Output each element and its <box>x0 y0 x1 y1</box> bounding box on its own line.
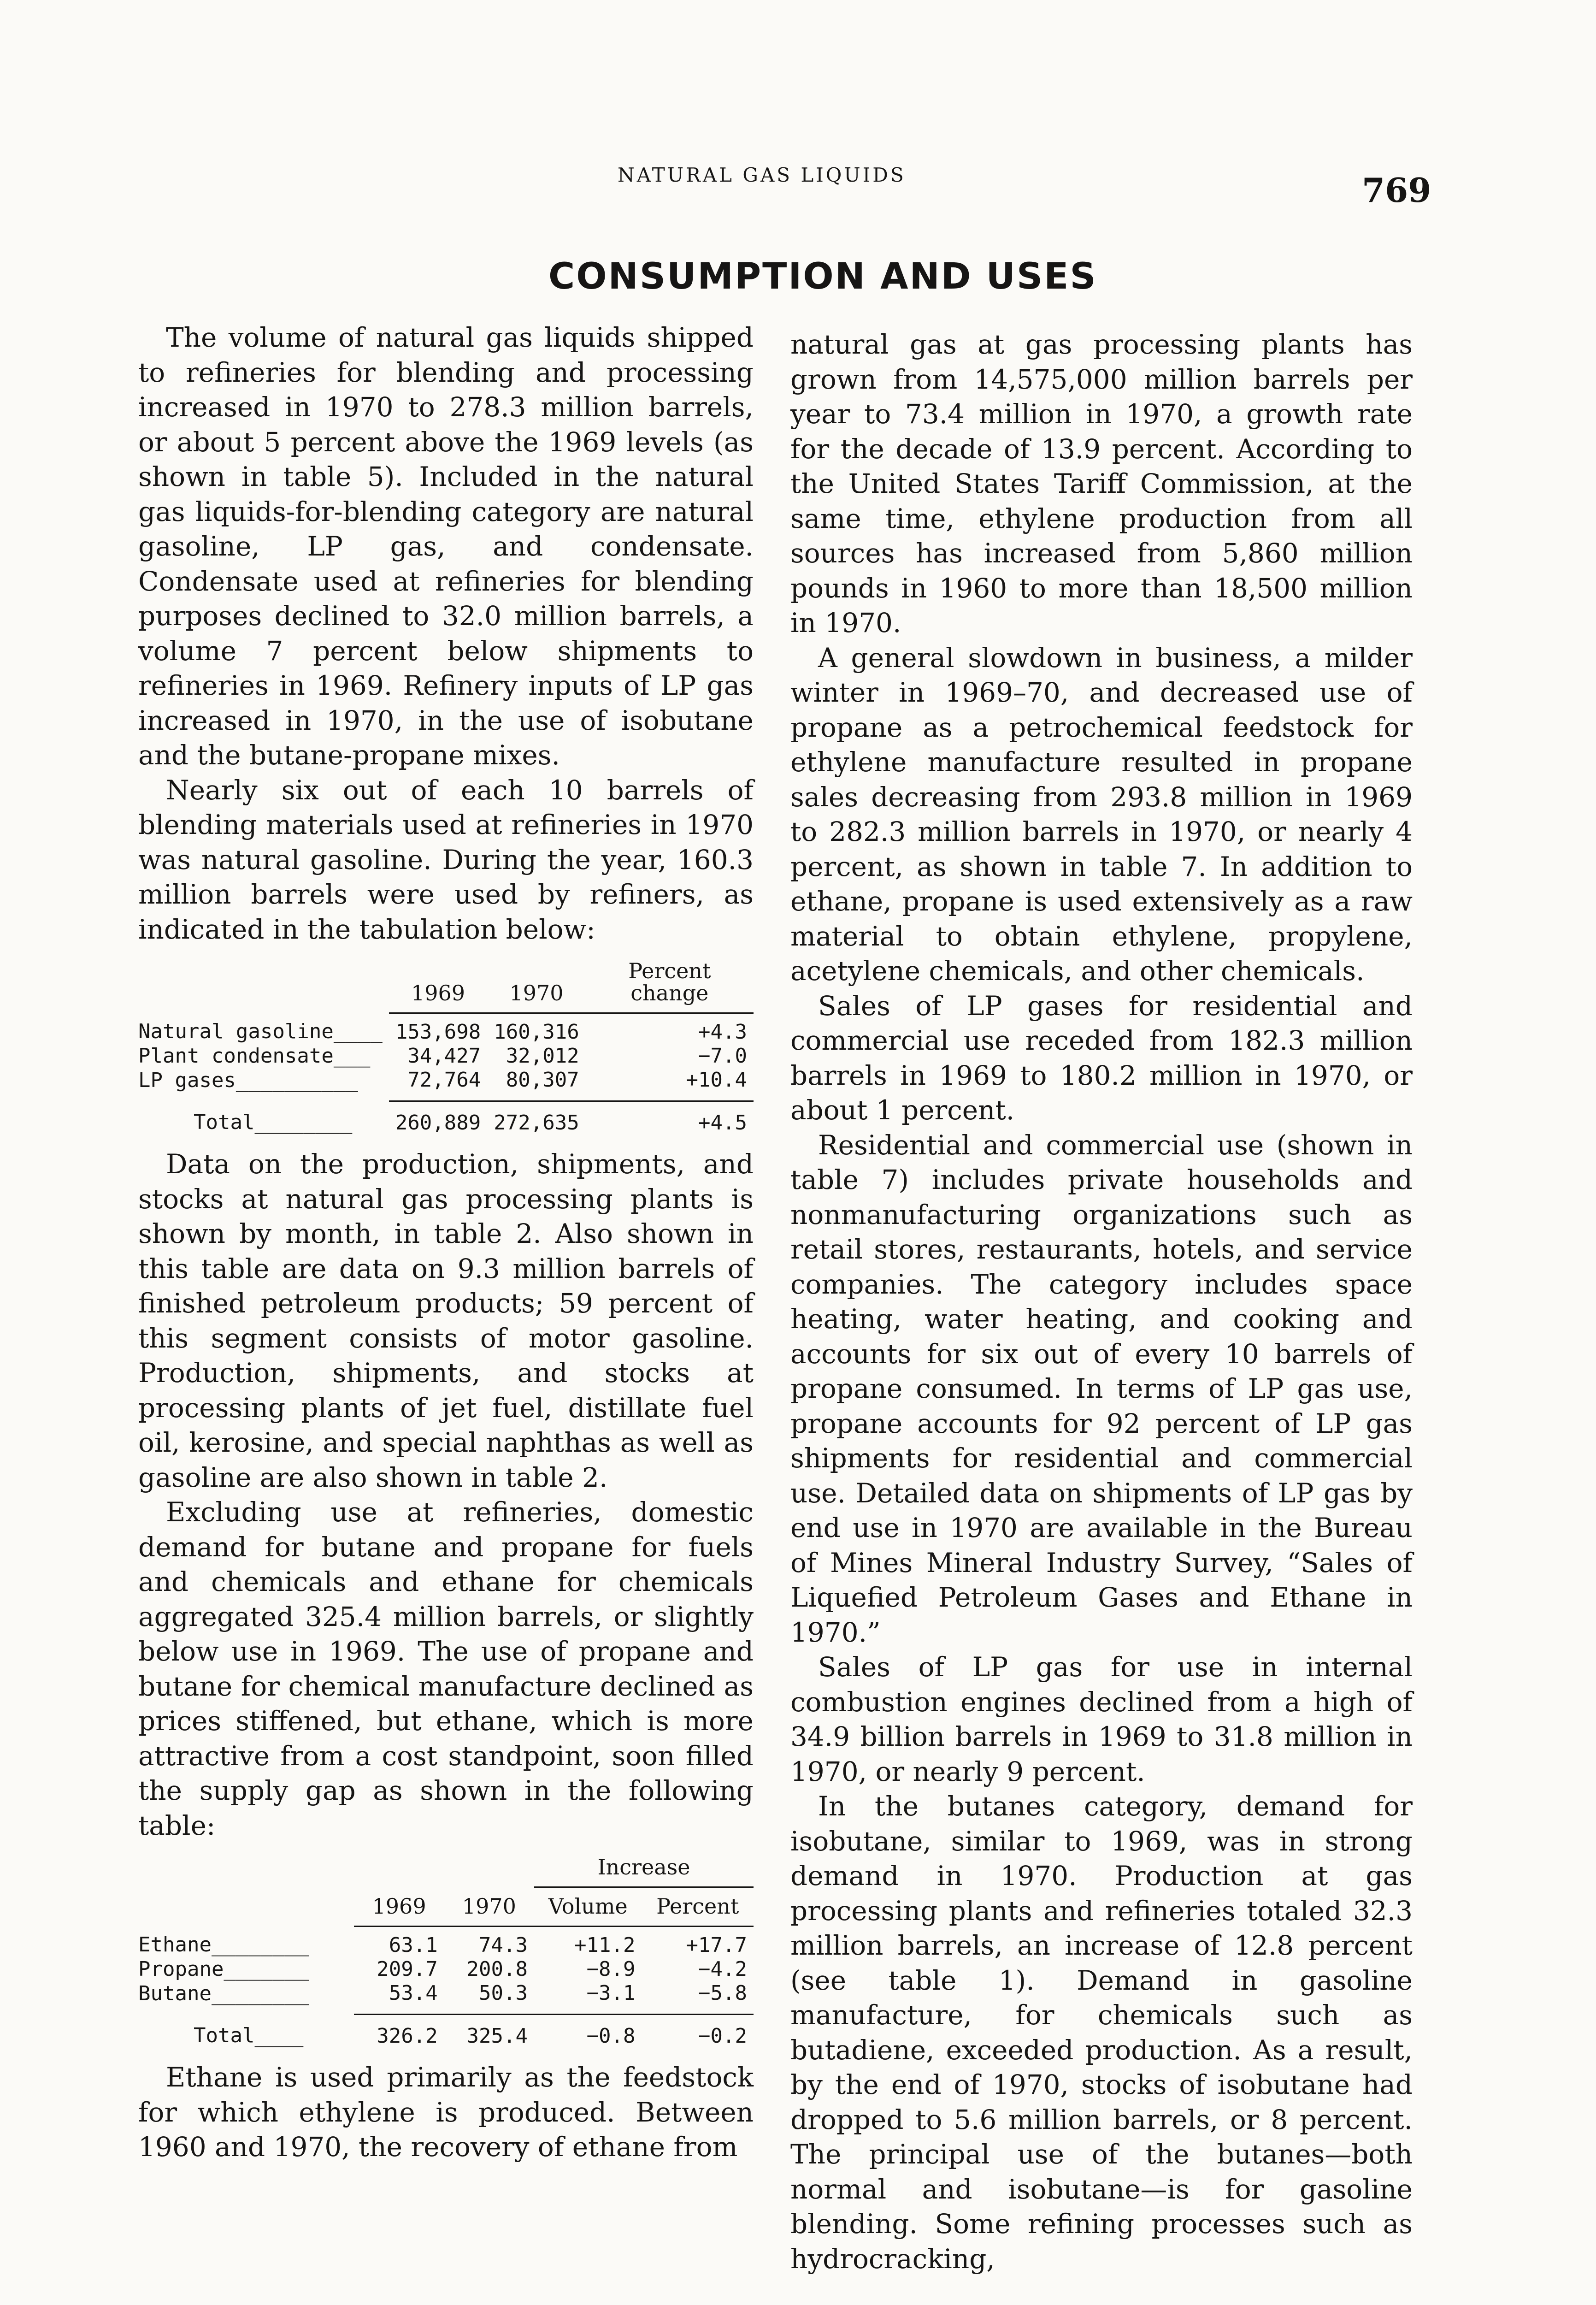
row-label: Plant condensate___ <box>138 1044 371 1068</box>
cell-1969: 326.2 <box>377 2024 438 2048</box>
cell-1969: 72,764 <box>389 1068 487 1101</box>
cell-1969: 260,889 <box>395 1111 481 1135</box>
cell-1969: 34,427 <box>407 1044 481 1068</box>
cell-percent: +17.7 <box>642 1927 754 1958</box>
cell-1970: 272,635 <box>494 1111 579 1135</box>
cell-1969: 153,698 <box>389 1013 487 1045</box>
cell-volume: −3.1 <box>534 1981 642 2015</box>
table-header-1969: 1969 <box>372 1894 426 1919</box>
running-title: NATURAL GAS LIQUIDS <box>618 164 906 186</box>
table-row <box>138 1927 754 1958</box>
cell-1970: 74.3 <box>444 1927 534 1958</box>
paragraph: natural gas at gas processing plants has grown from 14,575,000 million barrels per year to 73.4 million in 1970, a growth rate for the decade of 13.9 percent. According to the United States Tariff Commission, at the same time, ethylene production from all sources has increased from 5,860 million pounds in 1960 to more than 18,500 million in 1970. <box>790 329 1413 638</box>
paragraph: Excluding use at refineries, domestic demand for butane and propane for fuels and chemicals and ethane for chemicals aggregated 325.4 million barrels, or slightly below use in 1969. The use of propane and butane for chemical manufacture declined as prices stiffened, but ethane, which is more attractive from a cost standpoint, soon filled the supply gap as shown in the following table: <box>138 1496 754 1841</box>
page-number: 769 <box>1362 171 1431 210</box>
row-label: Propane_______ <box>138 1957 309 1981</box>
table-header-row <box>138 1856 754 1887</box>
cell-1969: 209.7 <box>377 1957 438 1981</box>
table-row <box>138 1013 754 1045</box>
table-total-row <box>138 2015 754 2049</box>
table-total-row <box>138 1101 754 1135</box>
cell-percent: −0.2 <box>698 2024 747 2048</box>
section-title: CONSUMPTION AND USES <box>548 256 1097 297</box>
paragraph: In the butanes category, demand for isobutane, similar to 1969, was in strong demand in 1970. Production at gas processing plants and refineries totaled 32.3 million barrels, an increase of 12.8 percent (see table 1). Demand in gasoline manufacture, for chemicals such as butadiene, exceeded production. As a result, by the end of 1970, stocks of isobutane had dropped to 5.6 million barrels, or 8 percent. The principal use of the butanes—both normal and isobutane—is for gasoline blending. Some refining processes such as hydrocracking, <box>790 1791 1413 2275</box>
row-label: LP gases__________ <box>138 1068 358 1092</box>
right-column <box>790 327 1413 2276</box>
table-header-increase: Increase <box>534 1856 754 1887</box>
cell-1969: 53.4 <box>354 1981 444 2015</box>
cell-1970: 32,012 <box>506 1044 579 1068</box>
paragraph: Ethane is used primarily as the feedstock for which ethylene is produced. Between 1960 and 1970, the recovery of ethane from <box>138 2062 754 2163</box>
table-header-blank <box>138 1856 354 1927</box>
paragraph: Residential and commercial use (shown in table 7) includes private households and nonmanufacturing organizations such as retail stores, restaurants, hotels, and service companies. The category includes space heating, water heating, and cooking and accounts for six out of every 10 barrels of propane consumed. In terms of LP gas use, propane accounts for 92 percent of LP gas shipments for residential and commercial use. Detailed data on shipments of LP gas by end use in 1970 are available in the Bureau of Mines Mineral Industry Survey, “Sales of Liquefied Petroleum Gases and Ethane in 1970.” <box>790 1129 1413 1648</box>
paragraph: The volume of natural gas liquids shipped to refineries for blending and processing increased in 1970 to 278.3 million barrels, or about 5 percent above the 1969 levels (as shown in table 5). Included in the natural gas liquids-for-blending category are natural gasoline, LP gas, and condensate. Condensate used at refineries for blending purposes declined to 32.0 million barrels, a volume 7 percent below shipments to refineries in 1969. Refinery inputs of LP gas increased in 1970, in the use of isobutane and the butane-propane mixes. <box>138 322 754 771</box>
fuels-chemicals-table <box>138 1856 754 2048</box>
cell-1970: 160,316 <box>487 1013 585 1045</box>
row-label: Natural gasoline____ <box>138 1020 383 1044</box>
blending-materials-table <box>138 960 754 1135</box>
cell-change: +4.5 <box>698 1111 747 1135</box>
cell-percent: −4.2 <box>698 1957 747 1981</box>
table-header-blank <box>138 960 389 1013</box>
cell-percent: −5.8 <box>642 1981 754 2015</box>
cell-1970: 200.8 <box>466 1957 528 1981</box>
table-header-percent-change: Percent change <box>628 958 711 1005</box>
table-header-volume: Volume <box>548 1894 628 1919</box>
paragraph: Nearly six out of each 10 barrels of blending materials used at refineries in 1970 was natural gasoline. During the year, 160.3 million barrels were used by refiners, as indicated in the tabulation below: <box>138 774 754 945</box>
paragraph: Sales of LP gases for residential and commercial use receded from 182.3 million barrels in 1969 to 180.2 million in 1970, or about 1 percent. <box>790 990 1413 1126</box>
cell-change: −7.0 <box>698 1044 747 1068</box>
table-header-1970: 1970 <box>509 981 564 1005</box>
table-row <box>138 1068 754 1101</box>
table-header-percent: Percent <box>656 1894 739 1919</box>
row-label: Total________ <box>194 1111 353 1135</box>
left-column <box>138 320 754 2165</box>
table-header-1970: 1970 <box>462 1894 516 1919</box>
cell-volume: +11.2 <box>534 1927 642 1958</box>
table-row <box>138 1981 754 2015</box>
cell-1970: 325.4 <box>466 2024 528 2048</box>
paragraph: Data on the production, shipments, and stocks at natural gas processing plants is shown by month, in table 2. Also shown in this table are data on 9.3 million barrels of finished petroleum products; 59 percent of this segment consists of motor gasoline. Production, shipments, and stocks at processing plants of jet fuel, distillate fuel oil, kerosine, and special naphthas as well as gasoline are also shown in table 2. <box>138 1148 754 1493</box>
paragraph: A general slowdown in business, a milder winter in 1969–70, and decreased use of propane as a petrochemical feedstock for ethylene manufacture resulted in propane sales decreasing from 293.8 million in 1969 to 282.3 million barrels in 1970, or nearly 4 percent, as shown in table 7. In addition to ethane, propane is used extensively as a raw material to obtain ethylene, propylene, acetylene chemicals, and other chemicals. <box>790 642 1413 987</box>
cell-volume: −0.8 <box>586 2024 636 2048</box>
paragraph: Sales of LP gas for use in internal combustion engines declined from a high of 34.9 billion barrels in 1969 to 31.8 million in 1970, or nearly 9 percent. <box>790 1651 1413 1787</box>
cell-1970: 80,307 <box>487 1068 585 1101</box>
cell-change: +4.3 <box>586 1013 754 1045</box>
row-label: Butane________ <box>138 1981 309 2005</box>
table-row <box>138 1957 754 1981</box>
cell-1970: 50.3 <box>444 1981 534 2015</box>
table-header-1969: 1969 <box>411 981 465 1005</box>
table-header-row <box>138 960 754 1013</box>
row-label: Ethane________ <box>138 1933 309 1957</box>
cell-change: +10.4 <box>586 1068 754 1101</box>
table-row <box>138 1044 754 1068</box>
cell-1969: 63.1 <box>354 1927 444 1958</box>
row-label: Total____ <box>194 2024 304 2048</box>
cell-volume: −8.9 <box>586 1957 636 1981</box>
